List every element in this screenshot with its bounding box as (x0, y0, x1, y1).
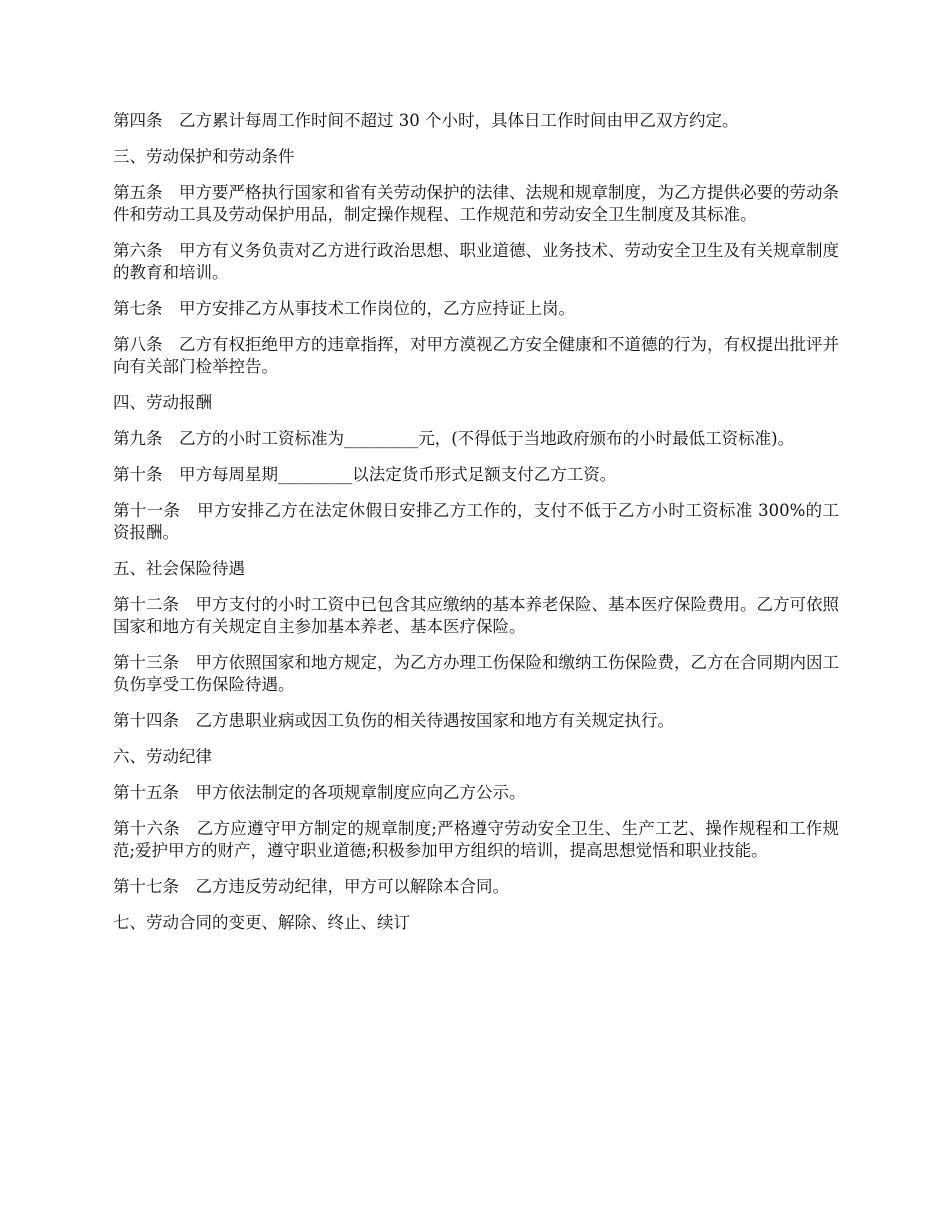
article-14: 第十四条 乙方患职业病或因工负伤的相关待遇按国家和地方有关规定执行。 (113, 711, 674, 730)
section-heading-7: 七、劳动合同的变更、解除、终止、续订 (113, 913, 410, 932)
article-4: 第四条 乙方累计每周工作时间不超过 30 个小时，具体日工作时间由甲乙双方约定。 (113, 111, 739, 130)
section-heading-3: 三、劳动保护和劳动条件 (113, 147, 295, 166)
section-heading-4: 四、劳动报酬 (113, 393, 212, 412)
article-11: 第十一条 甲方安排乙方在法定休假日安排乙方工作的，支付不低于乙方小时工资标准 300%的工资报酬。 (113, 501, 839, 542)
article-5: 第五条 甲方要严格执行国家和省有关劳动保护的法律、法规和规章制度，为乙方提供必要的劳动条件和劳动工具及劳动保护用品，制定操作规程、工作规范和劳动安全卫生制度及其标准。 (113, 183, 839, 224)
article-15: 第十五条 甲方依法制定的各项规章制度应向乙方公示。 (113, 783, 526, 802)
document-body (113, 110, 839, 948)
article-9: 第九条 乙方的小时工资标准为_________元，(不得低于当地政府颁布的小时最低工资标准)。 (113, 429, 795, 448)
article-16: 第十六条 乙方应遵守甲方制定的规章制度;严格遵守劳动安全卫生、生产工艺、操作规程和工作规范;爱护甲方的财产，遵守职业道德;积极参加甲方组织的培训，提高思想觉悟和职业技能。 (113, 819, 839, 860)
section-heading-5: 五、社会保险待遇 (113, 559, 245, 578)
section-heading-6: 六、劳动纪律 (113, 747, 212, 766)
article-12: 第十二条 甲方支付的小时工资中已包含其应缴纳的基本养老保险、基本医疗保险费用。乙方可依照国家和地方有关规定自主参加基本养老、基本医疗保险。 (113, 595, 839, 636)
article-13: 第十三条 甲方依照国家和地方规定，为乙方办理工伤保险和缴纳工伤保险费，乙方在合同期内因工负伤享受工伤保险待遇。 (113, 653, 839, 694)
article-10: 第十条 甲方每周星期_________以法定货币形式足额支付乙方工资。 (113, 465, 617, 484)
article-7: 第七条 甲方安排乙方从事技术工作岗位的，乙方应持证上岗。 (113, 299, 575, 318)
article-17: 第十七条 乙方违反劳动纪律，甲方可以解除本合同。 (113, 877, 509, 896)
article-8: 第八条 乙方有权拒绝甲方的违章指挥，对甲方漠视乙方安全健康和不道德的行为，有权提出批评并向有关部门检举控告。 (113, 335, 839, 376)
article-6: 第六条 甲方有义务负责对乙方进行政治思想、职业道德、业务技术、劳动安全卫生及有关规章制度的教育和培训。 (113, 241, 839, 282)
